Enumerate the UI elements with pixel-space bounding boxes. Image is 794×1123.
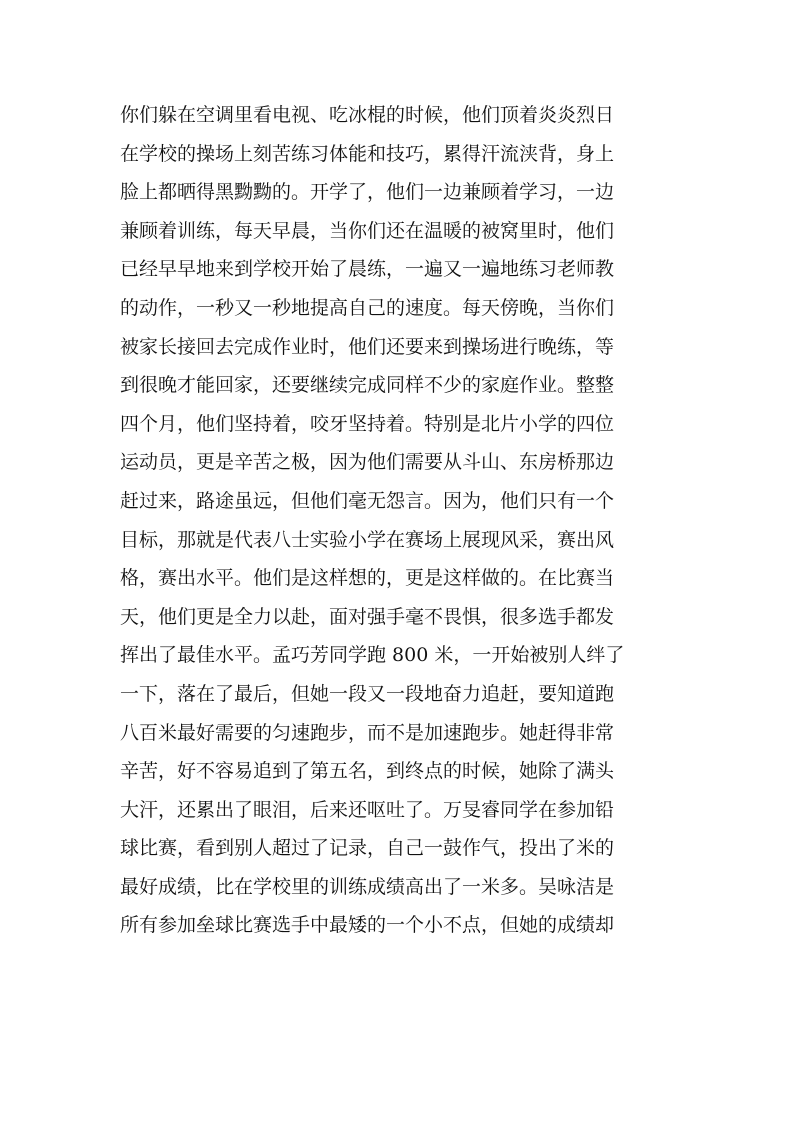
text-line: 到很晚才能回家，还要继续完成同样不少的家庭作业。整整: [120, 374, 615, 397]
body-paragraph: [120, 96, 680, 945]
text-line: 脸上都晒得黑黝黝的。开学了，他们一边兼顾着学习，一边: [120, 181, 615, 204]
text-line: 兼顾着训练，每天早晨，当你们还在温暖的被窝里时，他们: [120, 219, 615, 242]
text-line: 四个月，他们坚持着，咬牙坚持着。特别是北片小学的四位: [120, 412, 615, 435]
text-line: 已经早早地来到学校开始了晨练，一遍又一遍地练习老师教: [120, 258, 615, 281]
text-line: 最好成绩，比在学校里的训练成绩高出了一米多。吴咏洁是: [120, 875, 615, 898]
text-line: 天，他们更是全力以赴，面对强手毫不畏惧，很多选手都发: [120, 605, 615, 628]
text-line: 你们躲在空调里看电视、吃冰棍的时候，他们顶着炎炎烈日: [120, 104, 615, 126]
text-line: 的动作，一秒又一秒地提高自己的速度。每天傍晚，当你们: [120, 296, 615, 319]
text-line: 在学校的操场上刻苦练习体能和技巧，累得汗流浃背，身上: [120, 142, 615, 165]
text-line: 被家长接回去完成作业时，他们还要来到操场进行晚练，等: [120, 335, 615, 358]
text-line: 运动员，更是辛苦之极，因为他们需要从斗山、东房桥那边: [120, 451, 615, 474]
text-line: 赶过来，路途虽远，但他们毫无怨言。因为，他们只有一个: [120, 489, 615, 512]
text-line: 球比赛，看到别人超过了记录，自己一鼓作气，投出了米的: [120, 837, 615, 860]
text-line: 大汗，还累出了眼泪，后来还呕吐了。万旻睿同学在参加铅: [120, 798, 615, 821]
text-line: 所有参加垒球比赛选手中最矮的一个小不点，但她的成绩却: [120, 914, 615, 937]
text-line: 辛苦，好不容易追到了第五名，到终点的时候，她除了满头: [120, 760, 615, 783]
text-line: 目标，那就是代表八士实验小学在赛场上展现风采，赛出风: [120, 528, 615, 551]
text-line: 八百米最好需要的匀速跑步，而不是加速跑步。她赶得非常: [120, 721, 615, 744]
text-line: 格，赛出水平。他们是这样想的，更是这样做的。在比赛当: [120, 567, 615, 590]
text-line: 一下，落在了最后，但她一段又一段地奋力追赶，要知道跑: [120, 682, 615, 705]
text-line: 挥出了最佳水平。孟巧芳同学跑 800 米，一开始被别人绊了: [120, 644, 625, 667]
